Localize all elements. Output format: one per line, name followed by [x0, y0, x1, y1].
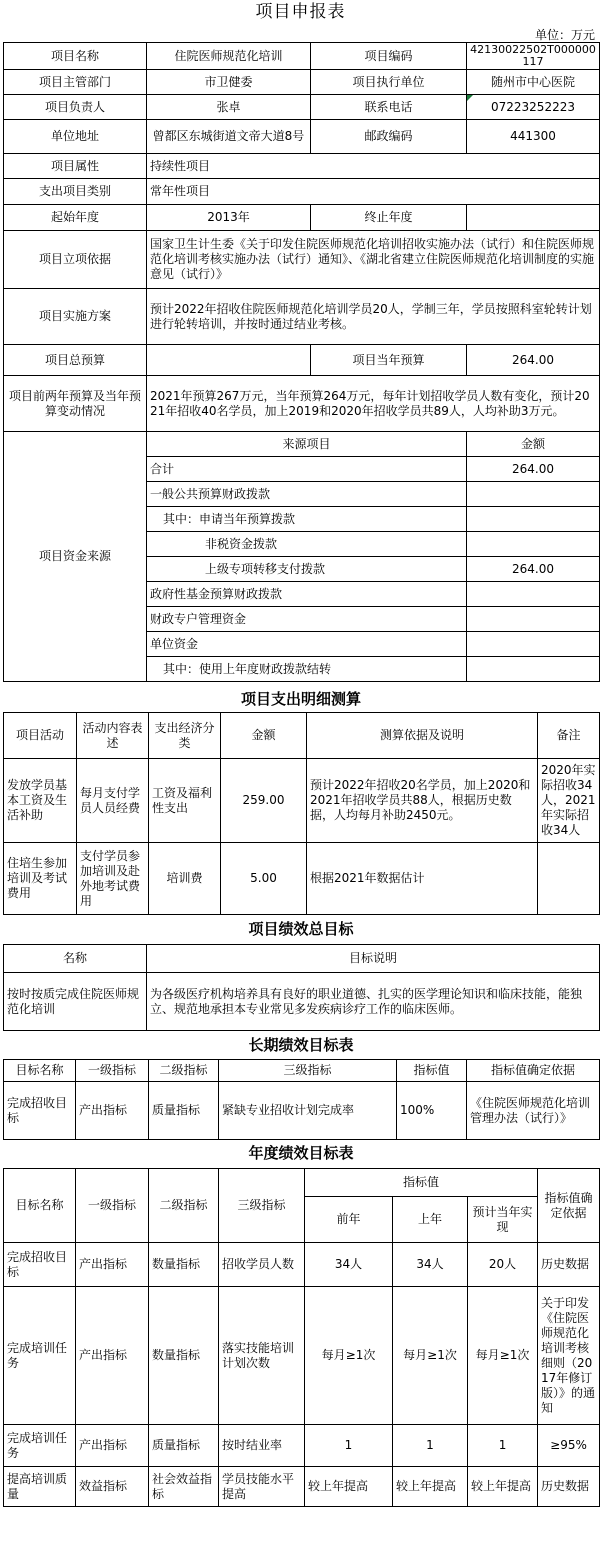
annual-prev1: 1: [393, 1425, 468, 1467]
expense-note: [538, 843, 600, 915]
longterm-header: 指标值: [397, 1060, 467, 1082]
category-value: 常年性项目: [147, 179, 600, 205]
dept-label: 项目主管部门: [4, 70, 147, 95]
funding-col-source: 来源项目: [147, 432, 467, 457]
expense-activity: 发放学员基本工资及生活补助: [4, 759, 77, 843]
annual-basis: 历史数据: [538, 1243, 600, 1287]
annual-cur: 较上年提高: [468, 1467, 538, 1507]
funding-row-name: 财政专户管理资金: [147, 607, 467, 632]
overall-col-desc: 目标说明: [147, 945, 600, 973]
leader-label: 项目负责人: [4, 95, 147, 120]
attr-label: 项目属性: [4, 154, 147, 179]
project-name-label: 项目名称: [4, 43, 147, 70]
end-year-value: [467, 205, 600, 231]
annual-goal: 完成招收目标: [4, 1243, 76, 1287]
annual-goal-table: [3, 1168, 600, 1507]
expense-econ: 工资及福利性支出: [149, 759, 221, 843]
expense-header: 备注: [538, 713, 600, 759]
annual-l1: 产出指标: [76, 1287, 149, 1425]
exec-unit-label: 项目执行单位: [311, 70, 467, 95]
expense-basis: 根据2021年数据估计: [307, 843, 538, 915]
exec-unit-value: 随州市中心医院: [467, 70, 600, 95]
attr-value: 持续性项目: [147, 154, 600, 179]
expense-section-title: 项目支出明细测算: [240, 690, 361, 708]
annual-header-l3: 三级指标: [219, 1169, 305, 1243]
expense-header: 支出经济分类: [149, 713, 221, 759]
annual-l1: 效益指标: [76, 1467, 149, 1507]
funding-row-amount: [467, 532, 600, 557]
funding-row-amount: 264.00: [467, 557, 600, 582]
annual-basis: 历史数据: [538, 1467, 600, 1507]
annual-l3: 招收学员人数: [219, 1243, 305, 1287]
expense-amount: 5.00: [221, 843, 307, 915]
total-budget-value: [147, 345, 311, 376]
leader-value: 张卓: [147, 95, 311, 120]
year-budget-label: 项目当年预算: [311, 345, 467, 376]
funding-row-amount: [467, 507, 600, 532]
annual-header-value: 指标值: [305, 1169, 538, 1197]
funding-row-name: 政府性基金预算财政拨款: [147, 582, 467, 607]
dept-value: 市卫健委: [147, 70, 311, 95]
expense-amount: 259.00: [221, 759, 307, 843]
annual-goal: 完成培训任务: [4, 1425, 76, 1467]
funding-row-name: 合计: [147, 457, 467, 482]
funding-row-amount: [467, 482, 600, 507]
annual-l2: 数量指标: [149, 1243, 219, 1287]
expense-header: 活动内容表述: [77, 713, 149, 759]
annual-l1: 产出指标: [76, 1243, 149, 1287]
funding-row-name: 单位资金: [147, 632, 467, 657]
funding-row-amount: [467, 582, 600, 607]
project-code-label: 项目编码: [311, 43, 467, 70]
annual-prev2: 较上年提高: [305, 1467, 393, 1507]
longterm-header: 三级指标: [219, 1060, 397, 1082]
annual-header-prev1: 上年: [393, 1197, 468, 1243]
funding-row-name: 非税资金拨款: [147, 532, 467, 557]
longterm-section-title: 长期绩效目标表: [248, 1036, 354, 1054]
overall-goal-name: 按时按质完成住院医师规范化培训: [4, 973, 147, 1031]
expense-content: 每月支付学员人员经费: [77, 759, 149, 843]
annual-goal: 完成培训任务: [4, 1287, 76, 1425]
budget-change-value: 2021年预算267万元，当年预算264万元，每年计划招收学员人数有变化，预计2021年招收40名学员，加上2019和2020年招收学员共89人，人均补助3万元。: [147, 376, 600, 432]
budget-change-label: 项目前两年预算及当年预算变动情况: [4, 376, 147, 432]
longterm-header: 一级指标: [76, 1060, 149, 1082]
category-label: 支出项目类别: [4, 179, 147, 205]
longterm-goal-table: [3, 1059, 600, 1140]
plan-label: 项目实施方案: [4, 289, 147, 345]
project-code-value: 42130022502T000000117: [467, 43, 600, 70]
annual-l1: 产出指标: [76, 1425, 149, 1467]
funding-col-amount: 金额: [467, 432, 600, 457]
annual-basis: ≥95%: [538, 1425, 600, 1467]
start-year-label: 起始年度: [4, 205, 147, 231]
overall-goal-desc: 为各级医疗机构培养具有良好的职业道德、扎实的医学理论知识和临床技能，能独立、规范地承担本专业常见多发疾病诊疗工作的临床医师。: [147, 973, 600, 1031]
total-budget-label: 项目总预算: [4, 345, 147, 376]
postcode-label: 邮政编码: [311, 120, 467, 154]
annual-header-l1: 一级指标: [76, 1169, 149, 1243]
expense-table: [3, 712, 600, 915]
basic-info-table: [3, 42, 600, 682]
longterm-value: 100%: [397, 1082, 467, 1140]
annual-header-prev2: 前年: [305, 1197, 393, 1243]
phone-label: 联系电话: [311, 95, 467, 120]
project-name-value: 住院医师规范化培训: [147, 43, 311, 70]
expense-header: 金额: [221, 713, 307, 759]
start-year-value: 2013年: [147, 205, 311, 231]
funding-row-name: 一般公共预算财政拨款: [147, 482, 467, 507]
end-year-label: 终止年度: [311, 205, 467, 231]
phone-value: 07223252223: [467, 95, 600, 120]
annual-header-goal: 目标名称: [4, 1169, 76, 1243]
postcode-value: 441300: [467, 120, 600, 154]
overall-goal-table: [3, 944, 600, 1031]
expense-note: 2020年实际招收34人，2021年实际招收34人: [538, 759, 600, 843]
unit-label: 单位：万元: [534, 28, 595, 42]
funding-row-name: 其中：使用上年度财政拨款结转: [147, 657, 467, 682]
expense-content: 支付学员参加培训及赴外地考试费用: [77, 843, 149, 915]
annual-header-basis: 指标值确定依据: [538, 1169, 600, 1243]
expense-econ: 培训费: [149, 843, 221, 915]
annual-prev2: 每月≥1次: [305, 1287, 393, 1425]
overall-section-title: 项目绩效总目标: [248, 920, 354, 938]
longterm-header: 二级指标: [149, 1060, 219, 1082]
expense-header: 测算依据及说明: [307, 713, 538, 759]
expense-basis: 预计2022年招收20名学员，加上2020和2021年招收学员共88人，根据历史数据，人均每月补助2450元。: [307, 759, 538, 843]
address-label: 单位地址: [4, 120, 147, 154]
annual-l3: 按时结业率: [219, 1425, 305, 1467]
funding-row-name: 其中：申请当年预算拨款: [147, 507, 467, 532]
plan-value: 预计2022年招收住院医师规范化培训学员20人，学制三年，学员按照科室轮转计划进行轮转培训，并按时通过结业考核。: [147, 289, 600, 345]
annual-cur: 每月≥1次: [468, 1287, 538, 1425]
longterm-l3: 紧缺专业招收计划完成率: [219, 1082, 397, 1140]
annual-cur: 1: [468, 1425, 538, 1467]
expense-activity: 住培生参加培训及考试费用: [4, 843, 77, 915]
basis-label: 项目立项依据: [4, 231, 147, 289]
funding-row-amount: [467, 632, 600, 657]
address-value: 曾都区东城街道文帝大道8号: [147, 120, 311, 154]
annual-cur: 20人: [468, 1243, 538, 1287]
annual-l3: 学员技能水平提高: [219, 1467, 305, 1507]
longterm-header: 目标名称: [4, 1060, 76, 1082]
expense-header: 项目活动: [4, 713, 77, 759]
annual-prev1: 较上年提高: [393, 1467, 468, 1507]
annual-header-l2: 二级指标: [149, 1169, 219, 1243]
annual-header-cur: 预计当年实现: [468, 1197, 538, 1243]
year-budget-value: 264.00: [467, 345, 600, 376]
annual-l2: 社会效益指标: [149, 1467, 219, 1507]
annual-goal: 提高培训质量: [4, 1467, 76, 1507]
longterm-l2: 质量指标: [149, 1082, 219, 1140]
funding-source-label: 项目资金来源: [4, 432, 147, 682]
annual-l2: 数量指标: [149, 1287, 219, 1425]
annual-basis: 关于印发《住院医师规范化培训考核细则（2017年修订版）》的通知: [538, 1287, 600, 1425]
annual-section-title: 年度绩效目标表: [248, 1144, 354, 1162]
funding-row-amount: 264.00: [467, 457, 600, 482]
annual-prev2: 34人: [305, 1243, 393, 1287]
longterm-header: 指标值确定依据: [467, 1060, 600, 1082]
funding-row-name: 上级专项转移支付拨款: [147, 557, 467, 582]
basis-value: 国家卫生计生委《关于印发住院医师规范化培训招收实施办法（试行）和住院医师规范化培训考核实施办法（试行）通知》、《湖北省建立住院医师规范化培训制度的实施意见（试行）》: [147, 231, 600, 289]
overall-col-name: 名称: [4, 945, 147, 973]
annual-l2: 质量指标: [149, 1425, 219, 1467]
page-title: 项目申报表: [255, 2, 346, 22]
longterm-basis: 《住院医师规范化培训管理办法（试行）》: [467, 1082, 600, 1140]
annual-prev1: 34人: [393, 1243, 468, 1287]
longterm-goal: 完成招收目标: [4, 1082, 76, 1140]
funding-row-amount: [467, 657, 600, 682]
annual-l3: 落实技能培训计划次数: [219, 1287, 305, 1425]
annual-prev1: 每月≥1次: [393, 1287, 468, 1425]
funding-row-amount: [467, 607, 600, 632]
annual-prev2: 1: [305, 1425, 393, 1467]
longterm-l1: 产出指标: [76, 1082, 149, 1140]
